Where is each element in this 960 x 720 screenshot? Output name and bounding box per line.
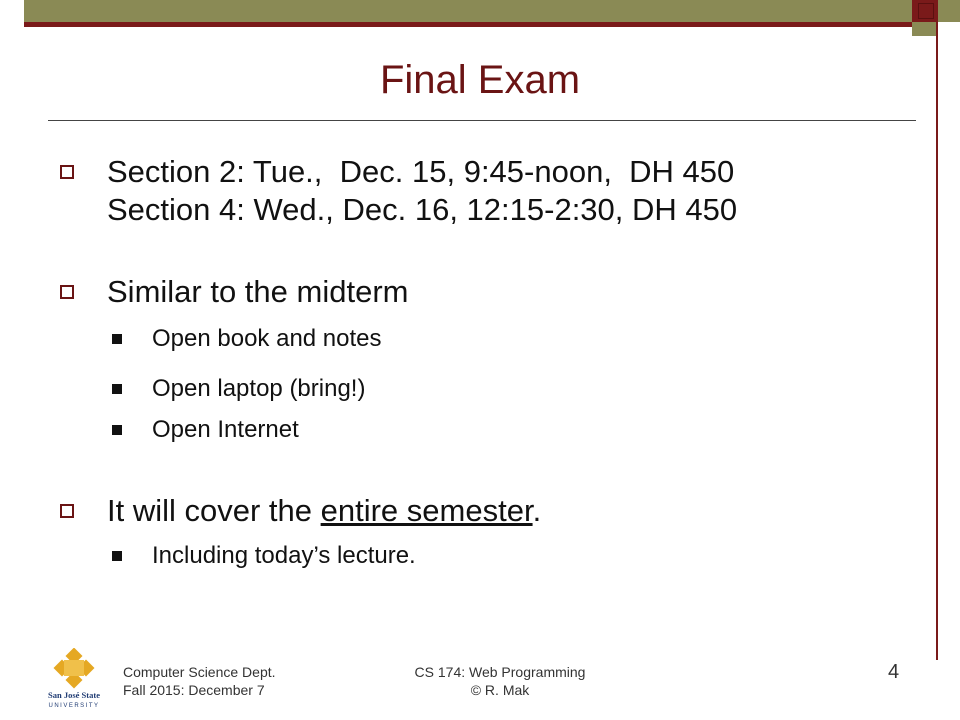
sub-bullet-text: Open book and notes (152, 325, 382, 352)
footer-department (123, 663, 276, 699)
bullet-text-emphasis: entire semester (320, 493, 533, 528)
bullet-text: Section 2: Tue., Dec. 15, 9:45-noon, DH 450 (107, 154, 735, 189)
bullet-text-part: . (532, 493, 542, 528)
top-decor-stripe (24, 22, 912, 27)
page-number: 4 (888, 661, 900, 683)
footer-author-line: © R. Mak (470, 682, 530, 698)
sub-bullet-square-icon (112, 334, 122, 344)
bullet-exam-sections (60, 153, 737, 229)
bullet-text: Section 4: Wed., Dec. 16, 12:15-2:30, DH 450 (107, 192, 738, 227)
corner-decor (912, 22, 936, 36)
sub-bullet-square-icon (112, 425, 122, 435)
title-divider (48, 120, 916, 121)
bullet-text (107, 492, 541, 530)
sjsu-logo (42, 648, 106, 710)
bullet-text-part: It will cover the (107, 493, 321, 528)
sub-bullet-text: Open laptop (bring!) (152, 375, 366, 402)
footer-course-line: CS 174: Web Programming (414, 664, 586, 680)
sub-bullet-square-icon (112, 384, 122, 394)
corner-decor (918, 3, 934, 19)
sub-bullet-text: Including today’s lecture. (152, 542, 416, 569)
sub-bullet-square-icon (112, 551, 122, 561)
corner-decor (936, 0, 960, 22)
sub-bullet (112, 542, 416, 570)
footer-date-line: Fall 2015: December 7 (123, 682, 265, 698)
bullet-cover-semester (60, 492, 541, 530)
bullet-square-icon (60, 285, 74, 299)
sub-bullet (112, 325, 382, 353)
svg-text:UNIVERSITY: UNIVERSITY (48, 703, 100, 709)
sub-bullet (112, 375, 365, 403)
bullet-square-icon (60, 165, 74, 179)
bullet-square-icon (60, 504, 74, 518)
bullet-similar-midterm (60, 273, 408, 311)
svg-text:San José State: San José State (48, 690, 100, 700)
sub-bullet (112, 416, 299, 444)
bullet-text: Similar to the midterm (107, 274, 409, 309)
top-decor-bar (24, 0, 912, 22)
footer-dept-line: Computer Science Dept. (123, 664, 276, 680)
sub-bullet-text: Open Internet (152, 416, 299, 443)
slide-title: Final Exam (379, 58, 581, 102)
footer-course (400, 663, 600, 699)
